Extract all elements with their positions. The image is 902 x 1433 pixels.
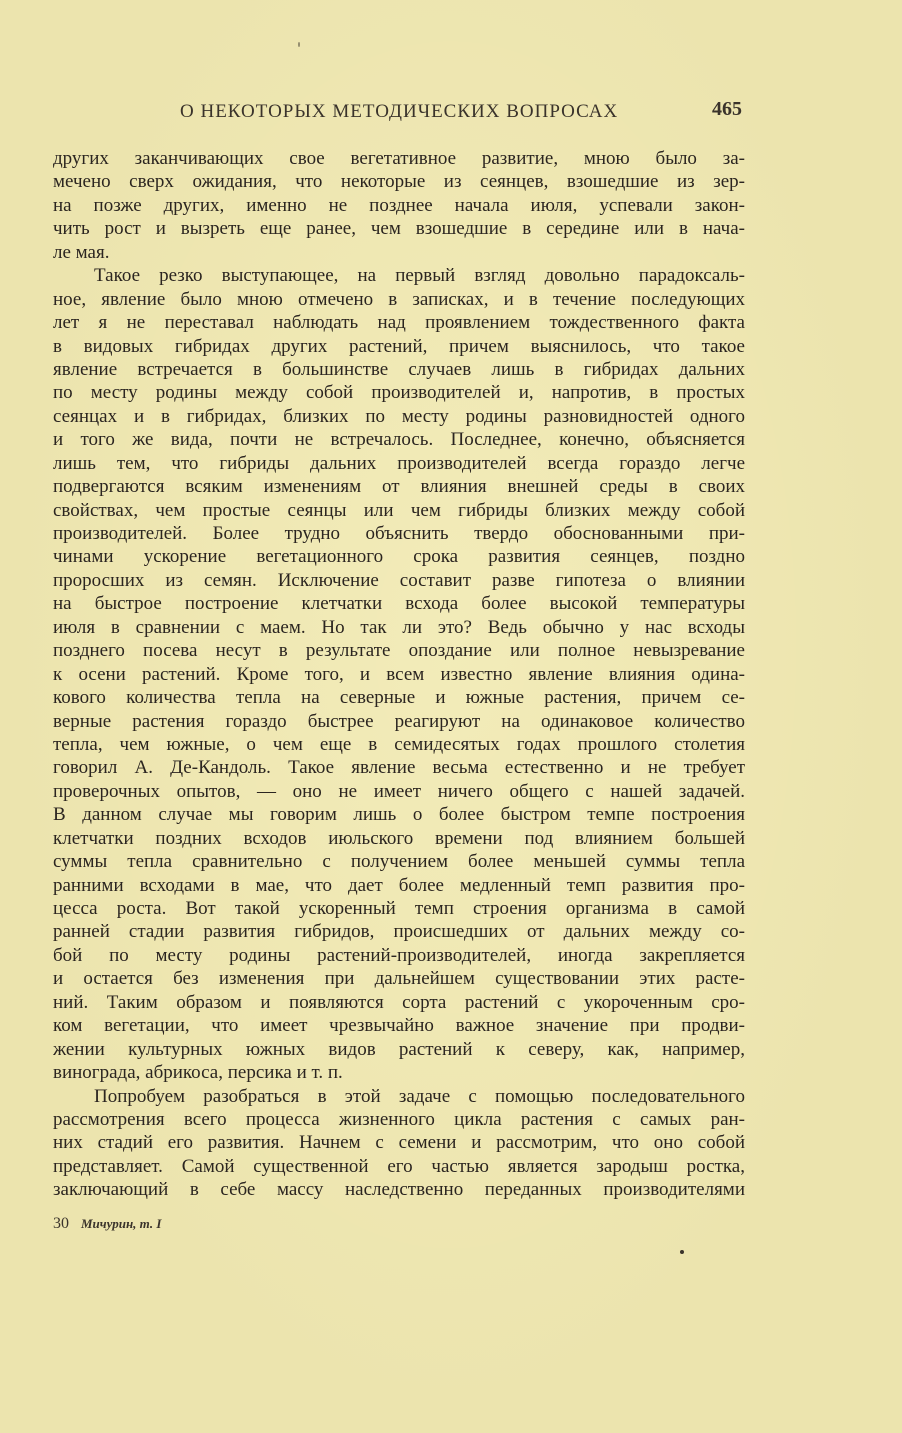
text-line: на позже других, именно не позднее начала июля, успевали закон- (53, 194, 745, 216)
text-line: чинами ускорение вегетационного срока развития сеянцев, поздно (53, 546, 745, 568)
text-line: жении культурных южных видов растений к северу, как, например, (53, 1038, 745, 1060)
running-head: О НЕКОТОРЫХ МЕТОДИЧЕСКИХ ВОПРОСАХ (180, 101, 619, 122)
printer-signature (53, 1215, 162, 1233)
text-line: проросших из семян. Исключение составит разве гипотеза о влиянии (53, 569, 745, 591)
text-line: винограда, абрикоса, персика и т. п. (53, 1062, 343, 1084)
text-line: по месту родины между собой производителей и, напротив, в простых (53, 382, 745, 404)
text-line: ний. Таким образом и появляются сорта растений с укороченным сро- (53, 991, 745, 1013)
text-line: других заканчивающих свое вегетативное развитие, мною было за- (53, 148, 745, 169)
text-line: лет я не переставал наблюдать над проявлением тождественного факта (53, 312, 745, 334)
signature-title: Мичурин, т. I (81, 1216, 162, 1231)
text-line: верные растения гораздо быстрее реагируют на одинаковое количество (53, 710, 745, 732)
body-text (53, 147, 745, 1202)
text-line: к осени растений. Кроме того, и всем известно явление влияния одина- (53, 663, 745, 685)
text-line: ле мая. (53, 241, 110, 263)
text-line: ком вегетации, что имеет чрезвычайно важное значение при продви- (53, 1015, 745, 1037)
text-line: и остается без изменения при дальнейшем существовании этих расте- (53, 968, 745, 990)
text-line: ранними всходами в мае, что дает более медленный темп развития про- (53, 874, 745, 896)
text-line: в видовых гибридах других растений, причем выяснилось, что такое (53, 335, 745, 357)
paragraph-start-line: Попробуем разобраться в этой задаче с помощью последовательного (94, 1085, 745, 1107)
text-line: В данном случае мы говорим лишь о более быстром темпе построения (53, 804, 745, 826)
text-line: бой по месту родины растений-производителей, иногда закрепляется (53, 944, 745, 966)
paragraph-start-line: Такое резко выступающее, на первый взгляд довольно парадоксаль- (94, 265, 745, 287)
text-line: суммы тепла сравнительно с получением более меньшей суммы тепла (53, 851, 745, 873)
text-line: цесса роста. Вот такой ускоренный темп строения организма в самой (53, 898, 745, 919)
text-line: рассмотрения всего процесса жизненного цикла растения с самых ран- (53, 1108, 745, 1130)
text-line: июля в сравнении с маем. Но так ли это? Ведь обычно у нас всходы (53, 616, 745, 638)
text-line: лишь тем, что гибриды дальних производителей всегда гораздо легче (53, 452, 745, 474)
page-number: 465 (712, 98, 742, 120)
paper-speck (680, 1250, 684, 1254)
text-line: чить рост и вызреть еще ранее, чем взошедшие в середине или в нача- (53, 218, 745, 240)
text-line: производителей. Более трудно объяснить твердо обоснованными при- (53, 523, 745, 544)
text-line: ное, явление было мною отмечено в записках, и в течение последующих (53, 288, 745, 310)
text-line: ранней стадии развития гибридов, происшедших от дальних между со- (53, 921, 745, 943)
text-line: и того же вида, почти не встречалось. Последнее, конечно, объясняется (53, 429, 745, 451)
signature-number: 30 (53, 1215, 69, 1232)
text-line: заключающий в себе массу наследственно переданных производителями (53, 1179, 745, 1201)
text-line: них стадий его развития. Начнем с семени и рассмотрим, что оно собой (53, 1132, 745, 1154)
text-line: тепла, чем южные, о чем еще в семидесятых годах прошлого столетия (53, 733, 745, 755)
text-line: представляет. Самой существенной его частью является зародыш ростка, (53, 1155, 745, 1177)
paper-speck (298, 42, 300, 47)
text-line: на быстрое построение клетчатки всхода более высокой температуры (53, 593, 745, 615)
text-line: кового количества тепла на северные и южные растения, причем се- (53, 687, 745, 709)
text-line: говорил А. Де-Кандоль. Такое явление весьма естественно и не требует (53, 757, 745, 779)
text-line: явление встречается в большинстве случаев лишь в гибридах дальних (53, 358, 745, 380)
text-line: мечено сверх ожидания, что некоторые из сеянцев, взошедшие из зер- (53, 171, 745, 193)
text-line: сеянцах и в гибридах, близких по месту родины разновидностей одного (53, 405, 745, 427)
text-line: проверочных опытов, — оно не имеет ничего общего с нашей задачей. (53, 780, 745, 802)
text-line: позднего посева несут в результате опоздание или полное невызревание (53, 640, 745, 662)
text-line: свойствах, чем простые сеянцы или чем гибриды близких между собой (53, 499, 745, 521)
text-line: клетчатки поздних всходов июльского времени под влиянием большей (53, 827, 745, 849)
text-line: подвергаются всяким изменениям от влияния внешней среды в своих (53, 476, 745, 498)
